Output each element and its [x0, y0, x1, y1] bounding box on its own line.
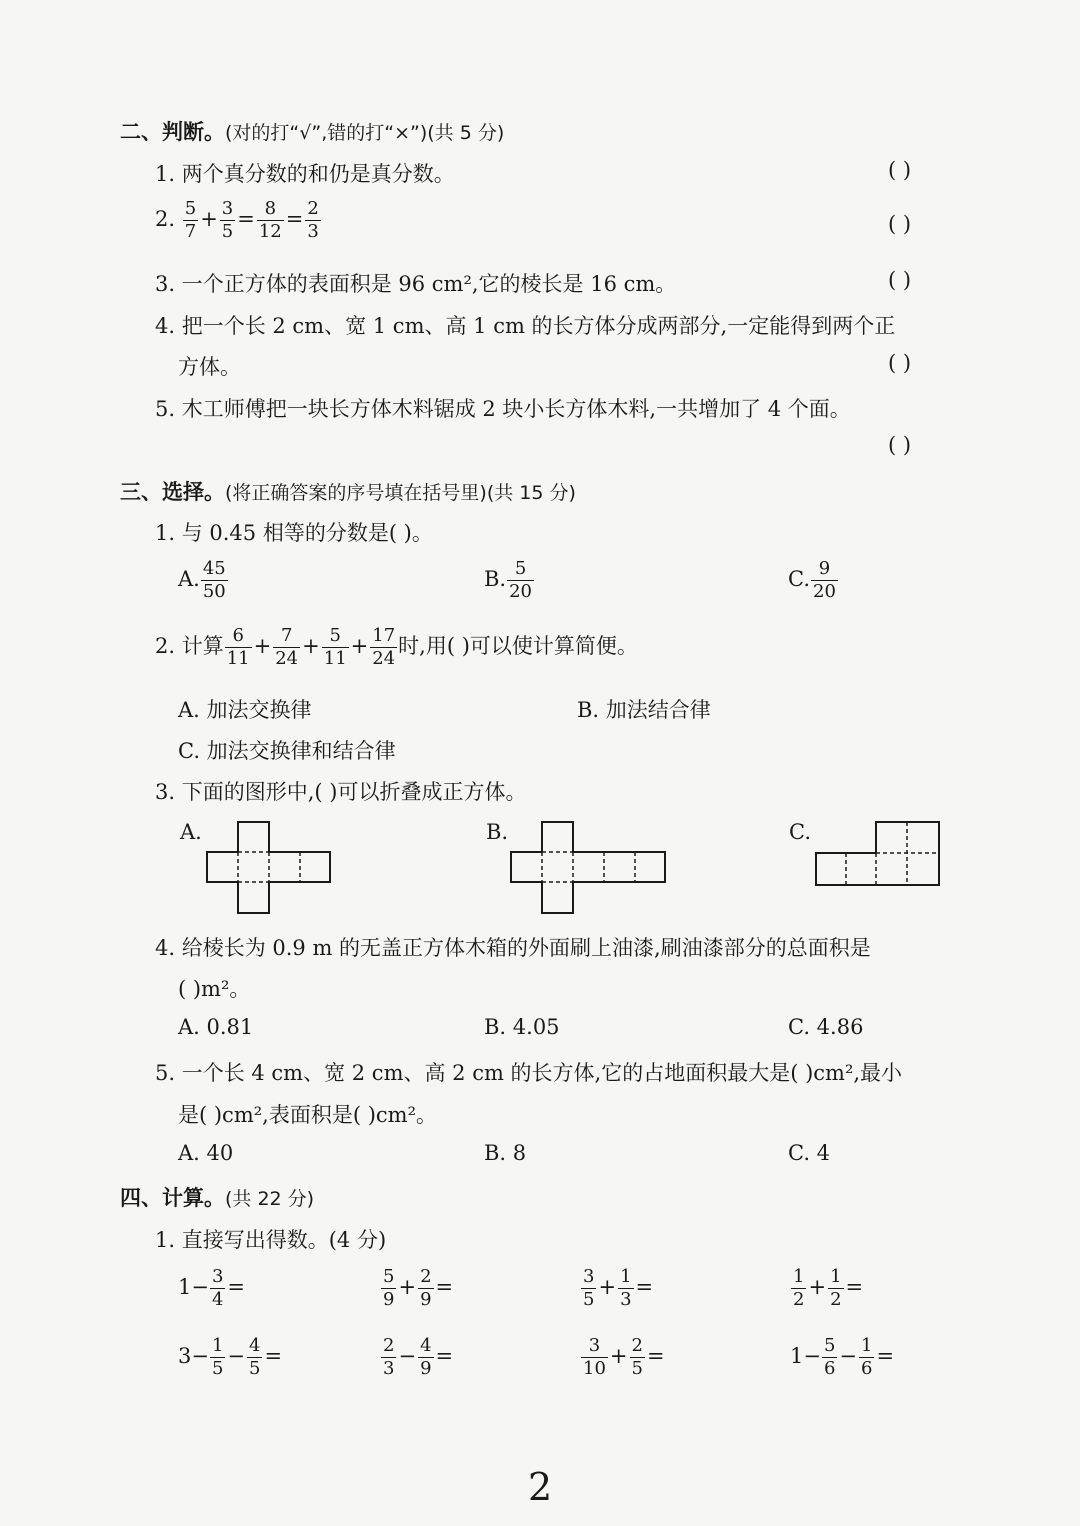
judge-q2: 2. $\frac{5}{7}$ + $\frac{3}{5}$ = $\frac{8}{12}$ = $\frac{2}{3}$ [155, 198, 319, 242]
cube-net-c[interactable] [814, 820, 944, 888]
choice-q2-option-c[interactable]: C. 加法交换律和结合律 [178, 739, 396, 763]
section3-heading: 三、选择。 [120, 480, 225, 504]
fraction: $\frac{2}{3}$ [307, 198, 319, 242]
choice-q5-option-c[interactable]: C. 4 [788, 1141, 831, 1165]
judge-q5: 5. 木工师傅把一块长方体木料锯成 2 块小长方体木料,一共增加了 4 个面。 [155, 397, 851, 421]
calc-expression: $\frac{5}{9}$ + $\frac{2}{9}$ = [383, 1266, 454, 1310]
calc-expression: $\frac{3}{5}$ + $\frac{1}{3}$ = [583, 1266, 654, 1310]
calc-expression: $\frac{3}{10}$ + $\frac{2}{5}$ = [583, 1335, 665, 1379]
choice-q2-option-b[interactable]: B. 加法结合律 [577, 698, 711, 722]
section4-note: (共 22 分) [225, 1188, 315, 1210]
judge-q3: 3. 一个正方体的表面积是 96 cm²,它的棱长是 16 cm。 [155, 272, 677, 296]
judge-q1: 1. 两个真分数的和仍是真分数。 [155, 162, 455, 186]
judge-q4-line2: 方体。 [178, 355, 241, 379]
judge-q2-answer-blank[interactable]: ( ) [888, 212, 912, 236]
choice-q1-option-c[interactable]: C. $\frac{9}{20}$ [788, 558, 836, 602]
calc-expression: 1− $\frac{5}{6}$ − $\frac{1}{6}$ = [790, 1335, 895, 1379]
judge-q2-number: 2. [155, 207, 176, 231]
choice-q1: 1. 与 0.45 相等的分数是( )。 [155, 521, 433, 545]
choice-q4-option-b[interactable]: B. 4.05 [484, 1015, 560, 1039]
choice-q5-option-b[interactable]: B. 8 [484, 1141, 527, 1165]
section3-title [120, 476, 576, 506]
calc-expression: 3− $\frac{1}{5}$ − $\frac{4}{5}$ = [178, 1335, 283, 1379]
judge-q5-answer-blank[interactable]: ( ) [888, 433, 912, 457]
calc-sub1-title: 1. 直接写出得数。(4 分) [155, 1228, 387, 1252]
choice-q4-line2: ( )m²。 [178, 977, 251, 1001]
judge-q4-line1: 4. 把一个长 2 cm、宽 1 cm、高 1 cm 的长方体分成两部分,一定能得到两个正 [155, 314, 896, 338]
section2-title [120, 116, 504, 146]
section2-note: (对的打“√”,错的打“×”)(共 5 分) [225, 122, 505, 144]
cube-net-a[interactable] [205, 820, 335, 916]
choice-q4-line1: 4. 给棱长为 0.9 m 的无盖正方体木箱的外面刷上油漆,刷油漆部分的总面积是 [155, 936, 871, 960]
choice-q4-option-c[interactable]: C. 4.86 [788, 1015, 864, 1039]
choice-q2-option-a[interactable]: A. 加法交换律 [178, 698, 312, 722]
judge-q3-answer-blank[interactable]: ( ) [888, 268, 912, 292]
choice-q3-label-a[interactable]: A. [180, 820, 202, 844]
choice-q5-line2: 是( )cm²,表面积是( )cm²。 [178, 1103, 437, 1127]
choice-q5-option-a[interactable]: A. 40 [178, 1141, 234, 1165]
cube-net-b[interactable] [509, 820, 669, 916]
choice-q3-label-b[interactable]: B. [486, 820, 509, 844]
calc-expression: $\frac{1}{2}$ + $\frac{1}{2}$ = [793, 1266, 864, 1310]
judge-q4-answer-blank[interactable]: ( ) [888, 351, 912, 375]
section3-note: (将正确答案的序号填在括号里)(共 15 分) [225, 482, 576, 504]
calc-expression: $\frac{2}{3}$ − $\frac{4}{9}$ = [383, 1335, 454, 1379]
fraction: $\frac{8}{12}$ [258, 198, 282, 242]
choice-q4-option-a[interactable]: A. 0.81 [178, 1015, 254, 1039]
choice-q5-line1: 5. 一个长 4 cm、宽 2 cm、高 2 cm 的长方体,它的占地面积最大是( )cm²,最小 [155, 1061, 903, 1085]
choice-q1-option-a[interactable]: A. $\frac{45}{50}$ [178, 558, 226, 602]
fraction: $\frac{5}{7}$ [184, 198, 197, 242]
choice-q1-option-b[interactable]: B. $\frac{5}{20}$ [484, 558, 533, 602]
section4-heading: 四、计算。 [120, 1186, 225, 1210]
calc-expression: 1− $\frac{3}{4}$ = [178, 1266, 246, 1310]
fraction: $\frac{3}{5}$ [221, 198, 234, 242]
page-number: 2 [528, 1465, 553, 1509]
choice-q3: 3. 下面的图形中,( )可以折叠成正方体。 [155, 780, 527, 804]
judge-q1-answer-blank[interactable]: ( ) [888, 158, 912, 182]
choice-q2: 2. 计算 $\frac{6}{11}$ + $\frac{7}{24}$ + $\frac{5}{11}$ + $\frac{17}{24}$ 时,用( )可以使计算简便。 [155, 625, 638, 669]
section4-title [120, 1182, 314, 1212]
section2-heading: 二、判断。 [120, 120, 225, 144]
choice-q3-label-c[interactable]: C. [789, 820, 811, 844]
